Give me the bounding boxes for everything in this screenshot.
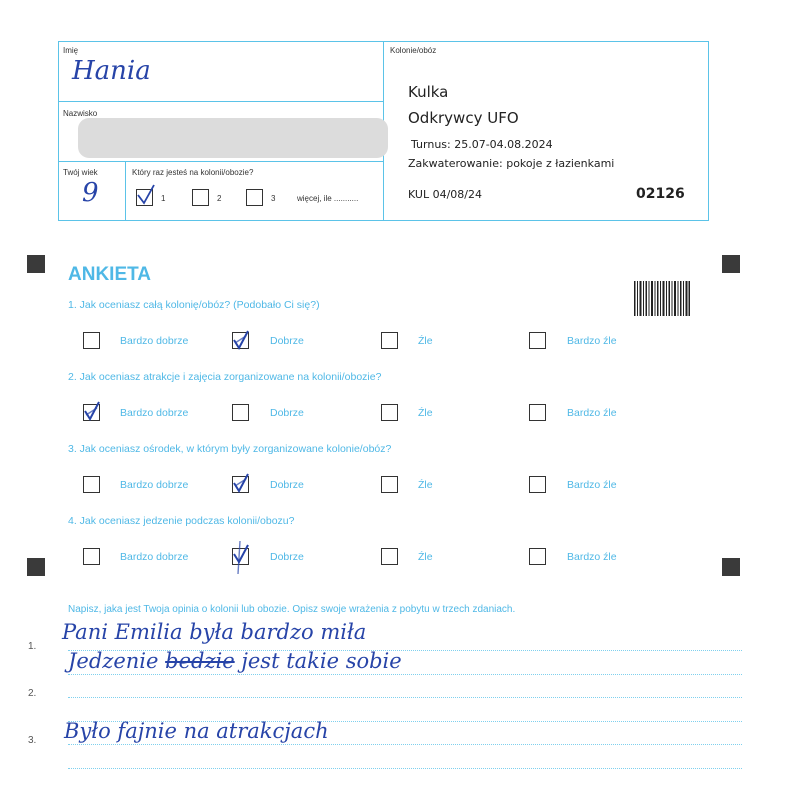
ktory-option-1: 1 <box>161 194 166 203</box>
q1-option-bardzo-dobrze: Bardzo dobrze <box>120 335 189 347</box>
header-divider-v <box>125 161 126 221</box>
camp-number: 02126 <box>636 186 685 202</box>
imie-label: Imię <box>63 46 79 55</box>
camp-name: Kulka <box>408 83 449 101</box>
ktory-option-3: 3 <box>271 194 276 203</box>
q2-option-zle: Źle <box>418 407 433 419</box>
q2-option-bardzo-dobrze: Bardzo dobrze <box>120 407 189 419</box>
camp-zakwaterowanie: Zakwaterowanie: pokoje z łazienkami <box>408 157 615 170</box>
camp-program: Odkrywcy UFO <box>408 109 519 127</box>
barcode-icon <box>634 281 690 316</box>
q4-checkbox-bardzo-dobrze[interactable] <box>83 548 100 565</box>
ktory-label: Który raz jesteś na kolonii/obozie? <box>132 168 254 177</box>
nazwisko-redaction <box>78 118 388 158</box>
opinion-answer-2-crossed: bedzie <box>165 649 235 673</box>
wiek-value: 9 <box>82 178 99 208</box>
q1-option-bardzo-zle: Bardzo źle <box>567 335 617 347</box>
opinion-answer-3[interactable]: Było fajnie na atrakcjach <box>64 719 329 743</box>
ktory-check-mark <box>134 183 158 207</box>
alignment-marker-top-left <box>27 255 45 273</box>
q2-checkbox-dobrze[interactable] <box>232 404 249 421</box>
camp-code: KUL 04/08/24 <box>408 188 482 201</box>
opinion-line-3b <box>68 768 742 769</box>
wiek-label: Twój wiek <box>63 168 98 177</box>
q3-checkbox-zle[interactable] <box>381 476 398 493</box>
q4-option-bardzo-zle: Bardzo źle <box>567 551 617 563</box>
question-2-text: 2. Jak oceniasz atrakcje i zajęcia zorganizowane na kolonii/obozie? <box>68 371 382 383</box>
q2-checkbox-bardzo-zle[interactable] <box>529 404 546 421</box>
q1-check-mark <box>230 328 252 352</box>
q2-option-dobrze: Dobrze <box>270 407 304 419</box>
q2-checkbox-zle[interactable] <box>381 404 398 421</box>
q3-check-mark <box>230 471 252 496</box>
q4-checkbox-bardzo-zle[interactable] <box>529 548 546 565</box>
q1-checkbox-zle[interactable] <box>381 332 398 349</box>
q1-checkbox-bardzo-zle[interactable] <box>529 332 546 349</box>
opinion-number-2: 2. <box>28 688 37 699</box>
opinion-prompt: Napisz, jaka jest Twoja opinia o kolonii lub obozie. Opisz swoje wrażenia z pobytu w trzech zdaniach. <box>68 604 516 615</box>
alignment-marker-bottom-left <box>27 558 45 576</box>
question-1-text: 1. Jak oceniasz całą kolonię/obóz? (Podobało Ci się?) <box>68 299 320 311</box>
q1-option-dobrze: Dobrze <box>270 335 304 347</box>
survey-title: ANKIETA <box>68 264 152 285</box>
camp-turnus: Turnus: 25.07-04.08.2024 <box>411 138 553 151</box>
ktory-checkbox-3[interactable] <box>246 189 263 206</box>
q4-check-mark <box>230 540 252 576</box>
q1-checkbox-bardzo-dobrze[interactable] <box>83 332 100 349</box>
nazwisko-label: Nazwisko <box>63 109 98 118</box>
opinion-line-3a <box>68 744 742 745</box>
opinion-answer-2-end: jest takie sobie <box>241 649 402 673</box>
q4-option-dobrze: Dobrze <box>270 551 304 563</box>
q3-checkbox-bardzo-zle[interactable] <box>529 476 546 493</box>
q2-option-bardzo-zle: Bardzo źle <box>567 407 617 419</box>
ktory-checkbox-2[interactable] <box>192 189 209 206</box>
opinion-number-1: 1. <box>28 641 37 652</box>
q3-option-bardzo-dobrze: Bardzo dobrze <box>120 479 189 491</box>
q1-option-zle: Źle <box>418 335 433 347</box>
alignment-marker-top-right <box>722 255 740 273</box>
question-3-text: 3. Jak oceniasz ośrodek, w którym były zorganizowane kolonie/obóz? <box>68 443 392 455</box>
q3-option-zle: Źle <box>418 479 433 491</box>
q4-option-zle: Źle <box>418 551 433 563</box>
header-divider-1 <box>58 101 384 102</box>
q2-check-mark <box>81 399 103 424</box>
alignment-marker-bottom-right <box>722 558 740 576</box>
question-4-text: 4. Jak oceniasz jedzenie podczas kolonii/obozu? <box>68 515 295 527</box>
q4-option-bardzo-dobrze: Bardzo dobrze <box>120 551 189 563</box>
opinion-line-2a <box>68 697 742 698</box>
q4-checkbox-zle[interactable] <box>381 548 398 565</box>
ktory-option-more: więcej, ile ........... <box>297 194 359 203</box>
q3-checkbox-bardzo-dobrze[interactable] <box>83 476 100 493</box>
opinion-answer-1[interactable]: Pani Emilia była bardzo miła <box>62 620 367 644</box>
opinion-answer-2-start: Jedzenie <box>68 649 159 673</box>
q3-option-bardzo-zle: Bardzo źle <box>567 479 617 491</box>
opinion-line-1b <box>68 674 742 675</box>
ktory-option-2: 2 <box>217 194 222 203</box>
header-divider-2 <box>58 161 384 162</box>
opinion-number-3: 3. <box>28 735 37 746</box>
opinion-answer-2[interactable] <box>68 649 402 673</box>
q3-option-dobrze: Dobrze <box>270 479 304 491</box>
imie-value: Hania <box>72 56 151 86</box>
camp-label: Kolonie/obóz <box>390 46 437 55</box>
